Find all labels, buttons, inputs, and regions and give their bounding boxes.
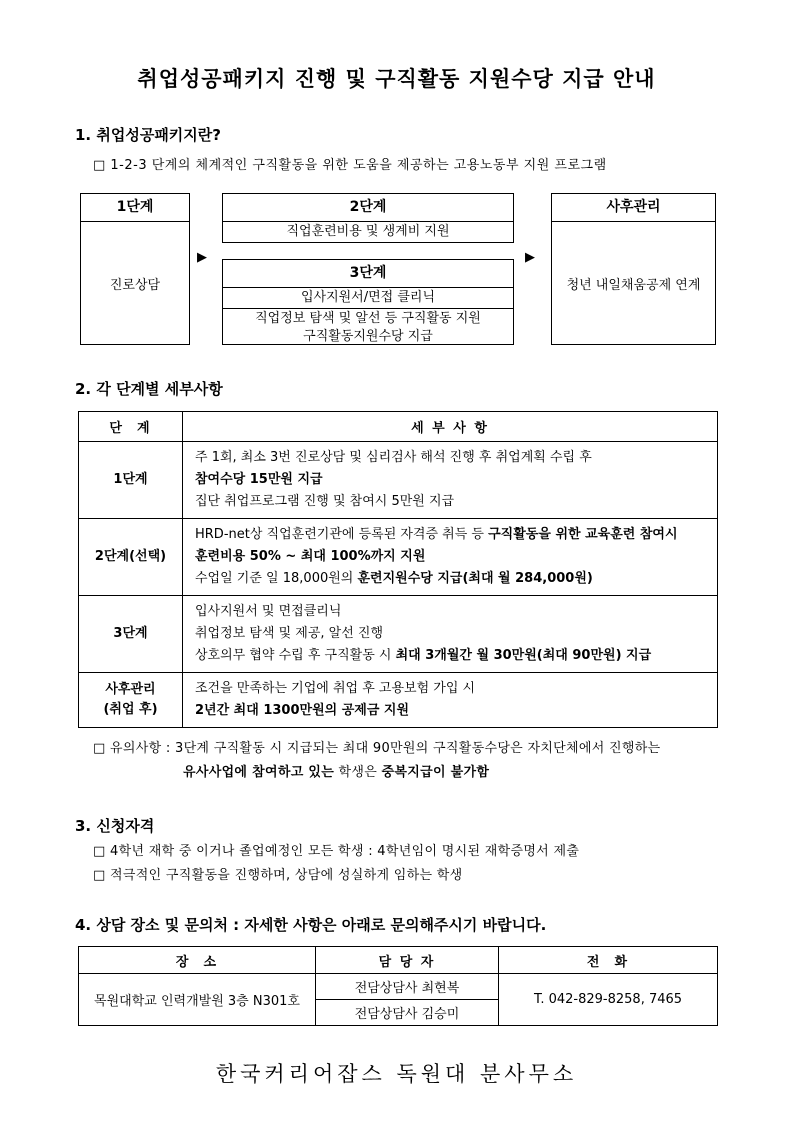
detail-text: 구직활동을 위한 교육훈련 참여시 bbox=[488, 527, 678, 542]
note-text: 학생은 bbox=[334, 765, 382, 780]
section1-heading: 1. 취업성공패키지란? bbox=[75, 126, 221, 144]
flow-box-stage3 bbox=[222, 259, 514, 345]
note-text: 중복지급이 불가함 bbox=[381, 765, 490, 780]
detail-text: 입사지원서 및 면접클리닉 bbox=[195, 604, 342, 619]
stage-text: 사후관리 bbox=[105, 682, 156, 697]
table-header-row bbox=[79, 412, 718, 442]
contact-header-row bbox=[79, 947, 718, 974]
flow-box-aftercare bbox=[551, 193, 716, 345]
section3-item2: □ 적극적인 구직활동을 진행하며, 상담에 성실하게 임하는 학생 bbox=[93, 868, 463, 883]
flow-box-stage2 bbox=[222, 193, 514, 243]
note-line1: □ 유의사항 : 3단계 구직활동 시 지급되는 최대 90만원의 구직활동수당은 자치단체에서 진행하는 bbox=[93, 741, 661, 756]
location-column-header: 장 소 bbox=[79, 947, 316, 974]
caution-note bbox=[93, 737, 793, 785]
arrow-right-icon: ▶ bbox=[525, 250, 535, 265]
arrow-right-icon: ▶ bbox=[197, 250, 207, 265]
detail-text: 상호의무 협약 수립 후 구직활동 시 bbox=[195, 648, 396, 663]
detail-text: 훈련지원수당 지급(최대 월 284,000원) bbox=[357, 571, 593, 586]
staff-column-header: 담 당 자 bbox=[316, 947, 499, 974]
staff-cell: 전담상담사 김승미 bbox=[316, 1000, 499, 1026]
flow-stage1-body: 진로상담 bbox=[109, 277, 161, 293]
note-text: 유사사업에 참여하고 있는 bbox=[183, 765, 335, 780]
flow-stage3-header: 3단계 bbox=[223, 260, 513, 288]
detail-text: HRD-net상 직업훈련기관에 등록된 자격증 취득 등 bbox=[195, 527, 489, 542]
detail-column-header: 세 부 사 항 bbox=[183, 412, 718, 442]
detail-text: 집단 취업프로그램 진행 및 참여시 5만원 지급 bbox=[195, 494, 455, 509]
table-row bbox=[79, 596, 718, 673]
section3-heading: 3. 신청자격 bbox=[75, 817, 155, 835]
footer-organization: 한국커리어잡스 독원대 분사무소 bbox=[215, 1062, 578, 1086]
table-row bbox=[79, 519, 718, 596]
detail-cell bbox=[183, 519, 718, 596]
staff-cell: 전담상담사 최현복 bbox=[316, 974, 499, 1000]
table-row bbox=[79, 673, 718, 728]
contact-table bbox=[78, 946, 718, 1026]
detail-cell bbox=[183, 596, 718, 673]
flow-box-stage1 bbox=[80, 193, 190, 345]
detail-text: 훈련비용 50% ~ 최대 100%까지 지원 bbox=[195, 549, 426, 564]
detail-text: 주 1회, 최소 3번 진로상담 및 심리검사 해석 진행 후 취업계획 수립 후 bbox=[195, 450, 592, 465]
process-flowchart bbox=[80, 193, 720, 348]
phone-column-header: 전 화 bbox=[499, 947, 718, 974]
flow-stage3-row2 bbox=[223, 309, 513, 346]
flow-stage2-row: 직업훈련비용 및 생계비 지원 bbox=[286, 224, 450, 239]
flow-stage2-header: 2단계 bbox=[223, 194, 513, 222]
flow-stage3-row2-line2: 구직활동지원수당 지급 bbox=[303, 329, 433, 344]
table-row bbox=[79, 442, 718, 519]
flow-aftercare-header: 사후관리 bbox=[552, 194, 715, 222]
stage-cell: 1단계 bbox=[79, 442, 183, 519]
flow-stage1-header: 1단계 bbox=[81, 194, 189, 222]
detail-text: 취업정보 탐색 및 제공, 알선 진행 bbox=[195, 626, 384, 641]
page-title: 취업성공패키지 진행 및 구직활동 지원수당 지급 안내 bbox=[137, 67, 656, 91]
phone-cell: T. 042-829-8258, 7465 bbox=[499, 974, 718, 1026]
stage-text: (취업 후) bbox=[103, 702, 158, 717]
location-cell: 목원대학교 인력개발원 3층 N301호 bbox=[79, 974, 316, 1026]
flow-aftercare-body: 청년 내일채움공제 연계 bbox=[566, 277, 701, 293]
stage-detail-table bbox=[78, 411, 718, 728]
detail-text: 2년간 최대 1300만원의 공제금 지원 bbox=[195, 703, 410, 718]
stage-cell: 2단계(선택) bbox=[79, 519, 183, 596]
section3-item1: □ 4학년 재학 중 이거나 졸업예정인 모든 학생 : 4학년임이 명시된 재학증명서 제출 bbox=[93, 844, 580, 859]
stage-cell: 3단계 bbox=[79, 596, 183, 673]
detail-cell bbox=[183, 442, 718, 519]
flow-stage3-row2-line1: 직업정보 탐색 및 알선 등 구직활동 지원 bbox=[255, 311, 481, 326]
note-line2 bbox=[183, 765, 489, 780]
contact-row bbox=[79, 974, 718, 1000]
detail-text: 최대 3개월간 월 30만원(최대 90만원) 지급 bbox=[395, 648, 652, 663]
detail-cell bbox=[183, 673, 718, 728]
flow-stage3-row1: 입사지원서/면접 클리닉 bbox=[223, 288, 513, 309]
section4-heading: 4. 상담 장소 및 문의처 : 자세한 사항은 아래로 문의해주시기 바랍니다. bbox=[75, 916, 547, 934]
stage-column-header: 단 계 bbox=[79, 412, 183, 442]
stage-cell bbox=[79, 673, 183, 728]
section1-bullet: □ 1-2-3 단계의 체계적인 구직활동을 위한 도움을 제공하는 고용노동부 지원 프로그램 bbox=[93, 158, 607, 173]
detail-text: 수업일 기준 일 18,000원의 bbox=[195, 571, 358, 586]
detail-text: 조건을 만족하는 기업에 취업 후 고용보험 가입 시 bbox=[195, 681, 476, 696]
section2-heading: 2. 각 단계별 세부사항 bbox=[75, 380, 223, 398]
detail-text: 참여수당 15만원 지급 bbox=[195, 472, 323, 487]
